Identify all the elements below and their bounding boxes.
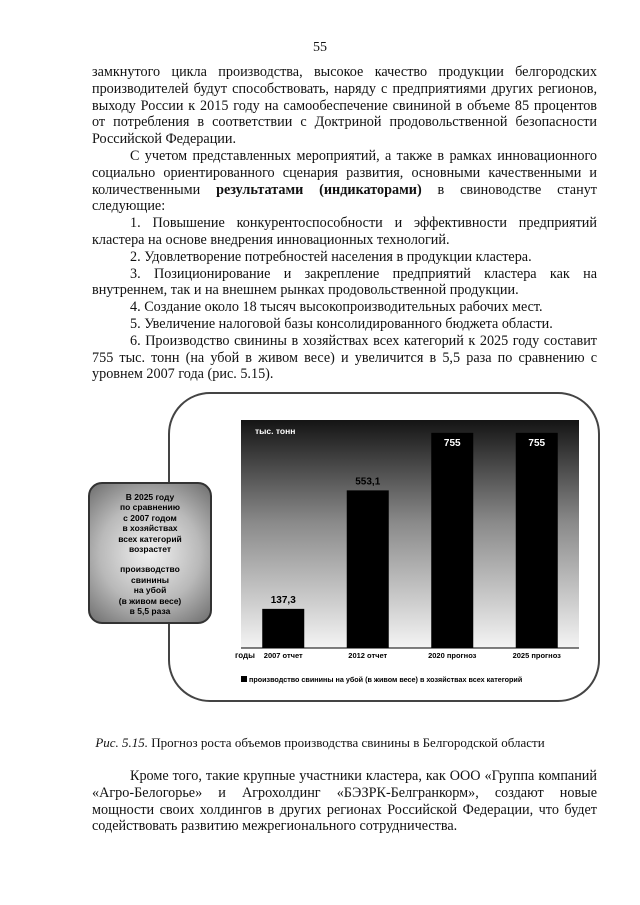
list-item-2: 2. Удовлетворение потребностей населения в продукции кластера. [130, 248, 532, 265]
callout-line: по сравнению [119, 502, 181, 513]
list-item-1: 1. Повышение конкурентоспособности и эффективности предприятий кластера на основе внедрения инновационных технологий. [92, 215, 597, 248]
paragraph-1: замкнутого цикла производства, высокое качество продукции белгородских производителей будут способствовать, наряду с предприятиями других регионов, выходу России к 2015 году на самообеспечение свининой в объеме 85 процентов от потребления в соответствии с Доктриной продовольственной безопасности Российской Федерации. [92, 64, 597, 148]
callout-line: возрастет [128, 544, 171, 555]
list-item-5: 5. Увеличение налоговой базы консолидированного бюджета области. [130, 315, 553, 332]
paragraph-2-bold: результатами (индикаторами) [216, 181, 422, 198]
bar-value-label: 755 [528, 437, 546, 449]
bar-value-label: 137,3 [270, 594, 296, 606]
x-tick-label: 2007 отчет [263, 651, 303, 660]
bar-2 [347, 490, 389, 648]
callout-line: на убой [133, 585, 167, 596]
x-tick-label: 2020 прогноз [428, 651, 477, 660]
callout-line: всех категорий [118, 533, 182, 544]
legend-swatch [241, 676, 247, 682]
list-item-3: 3. Позиционирование и закрепление предприятий кластера как на внутреннем, так и на внешнем рынках продовольственной продукции. [92, 265, 597, 299]
x-tick-label: 2025 прогноз [512, 651, 561, 660]
callout-line: В 2025 году [125, 492, 175, 502]
x-tick-label: 2012 отчет [348, 651, 388, 660]
list-item-6: 6. Производство свинины в хозяйствах всех категорий к 2025 году составит 755 тыс. тонн (на убой в живом весе) и увеличится в 5,5 раза по сравнению с уровнем 2007 года (рис. 5.15). [92, 332, 597, 383]
bar-value-label: 755 [443, 437, 461, 449]
callout-line: в хозяйствах [122, 523, 178, 534]
callout-box [88, 482, 212, 624]
callout-line: свинины [131, 574, 169, 585]
bar-value-label: 553,1 [355, 476, 381, 488]
callout-line: (в живом весе) [118, 595, 182, 606]
callout-line: с 2007 годом [123, 512, 177, 523]
callout-line: в 5,5 раза [129, 606, 171, 617]
page-number: 55 [313, 40, 327, 55]
callout-line: производство [120, 564, 180, 575]
x-axis-label: годы [235, 651, 255, 660]
list-item-4: 4. Создание около 18 тысяч высокопроизводительных рабочих мест. [130, 299, 543, 316]
bar-1 [262, 609, 304, 648]
bar-3 [431, 433, 473, 648]
y-axis-label: тыс. тонн [255, 426, 296, 436]
caption-text: Прогноз роста объемов производства свинины в Белгородской области [148, 735, 545, 750]
paragraph-2-end: в свиноводстве станут следующие: [92, 181, 597, 215]
figure-caption [0, 735, 640, 751]
bar-4 [516, 433, 558, 648]
legend-label: производство свинины на убой (в живом весе) в хозяйствах всех категорий [249, 675, 523, 684]
callout-line [90, 554, 210, 564]
body-text-bottom [92, 768, 597, 835]
caption-label: Рис. 5.15. [95, 735, 149, 750]
paragraph-2-start: С учетом представленных мероприятий, а также в рамках инновационного социально ориентированного сценария развития, основными качественными и количественными [92, 147, 597, 198]
paragraph-last: Кроме того, такие крупные участники кластера, как ООО «Группа компаний «Агро-Белогорье» и Агрохолдинг «БЭЗРК-Белгранкорм», создают новые мощности своих холдингов в других регионах Российской Федерации, что будет содействовать развитию межрегионального сотрудничества. [92, 768, 597, 835]
